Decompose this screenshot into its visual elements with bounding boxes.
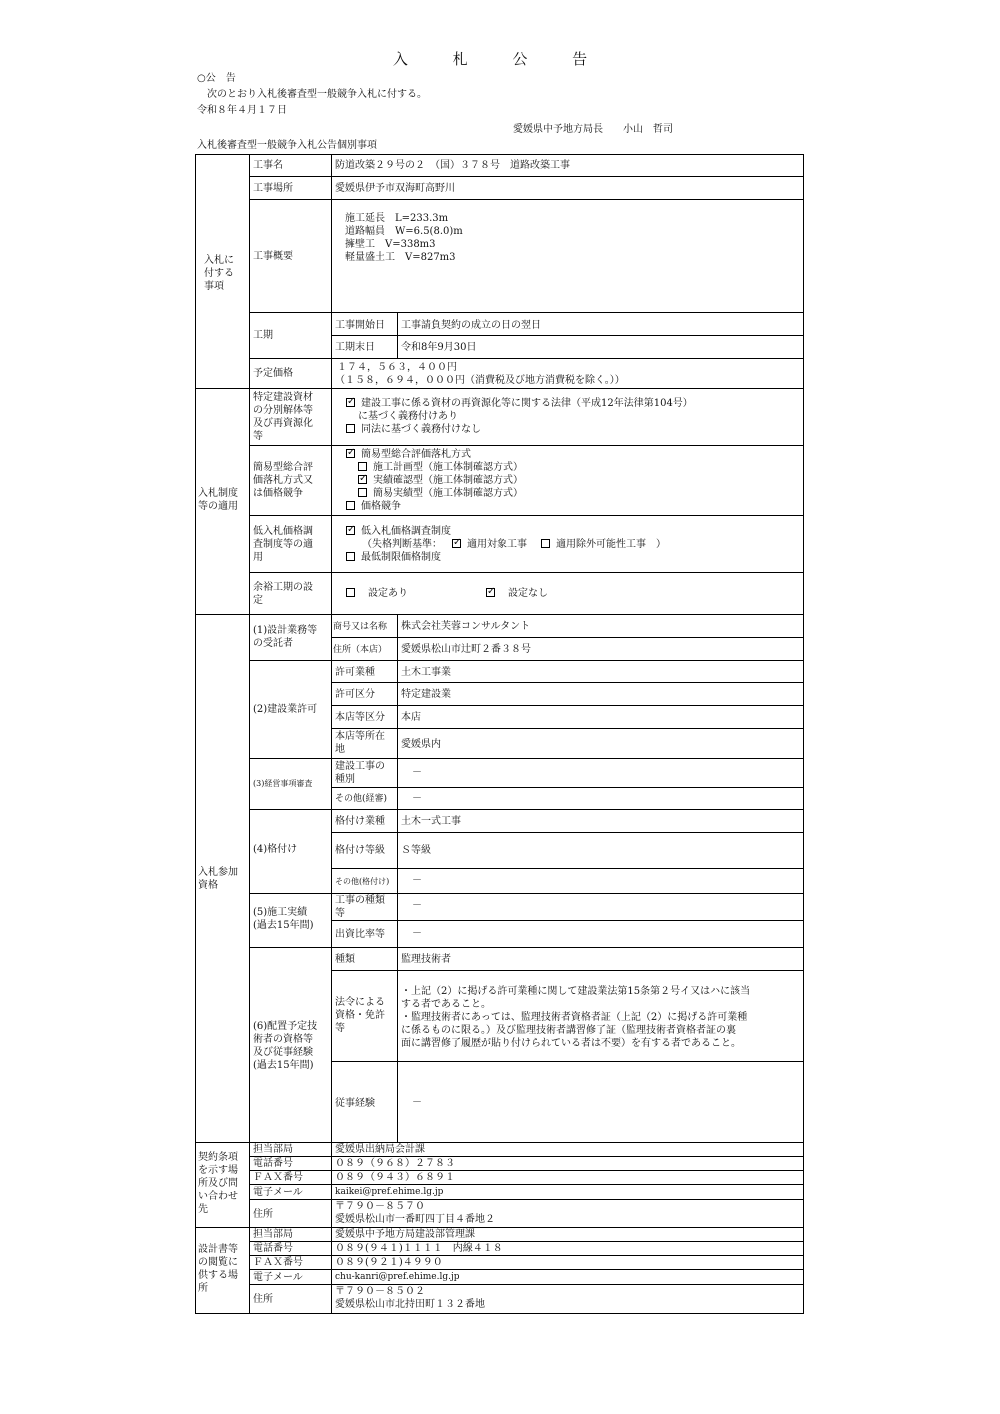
sec4-addr-label: 住所 — [253, 1209, 273, 1220]
eval-opt1b: ✓実績確認型（施工体制確認方式） — [358, 474, 523, 487]
r2-d-label: 本店等所在 地 — [335, 731, 385, 755]
r4-b: Ｓ等級 — [401, 845, 431, 856]
checkbox-icon[interactable] — [346, 501, 355, 510]
r2-c: 本店 — [401, 712, 421, 723]
r6-label: (6)配置予定技 術者の資格等 及び従事経験 (過去15年間) — [253, 1021, 318, 1071]
sec4-fax-label: ＦＡＸ番号 — [253, 1172, 303, 1183]
r3-a: － — [412, 767, 422, 778]
slack-opt2: ✓ 設定なし — [486, 587, 548, 600]
checkbox-icon[interactable] — [346, 552, 355, 561]
r1-name-label: 商号又は名称 — [333, 622, 388, 632]
r5-b-label: 出資比率等 — [335, 929, 385, 940]
sec4-fax: ０８９（９４３）６８９１ — [335, 1172, 455, 1183]
checkbox-icon[interactable] — [541, 539, 550, 548]
overview-label: 工事概要 — [253, 251, 293, 262]
r4-a: 土木一式工事 — [401, 816, 461, 827]
r3-b-label: その他(経審) — [335, 794, 388, 804]
sec4-dept-label: 担当部局 — [253, 1144, 293, 1155]
r3-label: (3)経営事項審査 — [253, 779, 313, 788]
location: 愛媛県伊予市双海町高野川 — [335, 183, 455, 194]
sec5-dept-label: 担当部局 — [253, 1229, 293, 1240]
r5-a: － — [412, 900, 422, 911]
eval-label: 簡易型総合評 価落札方式又 は価格競争 — [253, 462, 313, 499]
r6-c: － — [412, 1097, 422, 1108]
sec4-dept: 愛媛県出納局会計課 — [335, 1144, 425, 1155]
sec5-tel-label: 電話番号 — [253, 1243, 293, 1254]
r2-label: (2)建設業許可 — [253, 704, 318, 715]
low-sub: （失格判断基準：✓ 適用対象工事 適用除外可能性工事 ） — [362, 538, 666, 551]
checkbox-icon[interactable] — [358, 488, 367, 497]
r4-b-label: 格付け等級 — [335, 845, 385, 856]
sec2-label: 入札制度 等の適用 — [198, 488, 238, 512]
sec5-tel: ０８９(９４１)１１１１ 内線４１８ — [335, 1243, 503, 1254]
sec4-label: 契約条項 を示す場 所及び問 い合わせ 先 — [198, 1152, 238, 1215]
r4-label: (4)格付け — [253, 844, 298, 855]
checkbox-icon[interactable] — [346, 588, 355, 597]
low-label: 低入札価格調 査制度等の適 用 — [253, 526, 313, 563]
price-line1: １７４，５６３，４００円 — [337, 362, 457, 373]
r6-b-label: 法令による 資格・免許 等 — [335, 997, 385, 1034]
sec5-dept: 愛媛県中予地方局建設部管理課 — [335, 1229, 475, 1240]
sec5-fax-label: ＦＡＸ番号 — [253, 1257, 303, 1268]
checkbox-checked-icon[interactable] — [346, 526, 355, 535]
r2-b: 特定建設業 — [401, 689, 451, 700]
intro-text: 次のとおり入札後審査型一般競争入札に付する。 — [207, 89, 427, 100]
sec5-fax: ０８９(９２１)４９９０ — [335, 1257, 443, 1268]
r6-a-label: 種類 — [335, 954, 355, 965]
period-label: 工期 — [253, 330, 273, 341]
sec3-label: 入札参加 資格 — [198, 867, 238, 891]
overview: 施工延長 L=233.3m 道路幅員 W=6.5(8.0)m 擁壁工 V=338m3 軽量盛土工 V=827m3 — [345, 213, 463, 263]
subtitle: 入札後審査型一般競争入札公告個別事項 — [197, 140, 377, 151]
eval-opt1: ✓簡易型総合評価落札方式 — [346, 448, 471, 461]
eval-opt1a: 施工計画型（施工体制確認方式） — [358, 461, 523, 474]
price-line2: （１５８，６９４，０００円（消費税及び地方消費税を除く。）） — [335, 375, 625, 386]
checkbox-icon[interactable] — [358, 462, 367, 471]
r2-b-label: 許可区分 — [335, 689, 375, 700]
checkbox-checked-icon[interactable] — [452, 539, 461, 548]
notice-date: 令和８年４月１７日 — [197, 105, 287, 116]
sec5-mail[interactable]: chu-kanri@pref.ehime.lg.jp — [335, 1272, 460, 1282]
checkbox-icon[interactable] — [346, 424, 355, 433]
r4-c: － — [412, 875, 422, 886]
r4-a-label: 格付け業種 — [335, 816, 385, 827]
r4-c-label: その他(格付け) — [335, 877, 390, 886]
r1-name: 株式会社芙蓉コンサルタント — [401, 621, 531, 632]
r1-addr: 愛媛県松山市辻町２番３８号 — [401, 644, 531, 655]
r3-b: － — [412, 793, 422, 804]
work-name-label: 工事名 — [253, 160, 283, 171]
r6-c-label: 従事経験 — [335, 1098, 375, 1109]
sec4-mail[interactable]: kaikei@pref.ehime.lg.jp — [335, 1187, 444, 1197]
checkbox-checked-icon[interactable] — [346, 449, 355, 458]
r1-label: (1)設計業務等 の受託者 — [253, 625, 318, 649]
end-label: 工期末日 — [335, 342, 375, 353]
r6-a: 監理技術者 — [401, 954, 451, 965]
recycle-label: 特定建設資材 の分別解体等 及び再資源化 等 — [253, 392, 313, 442]
sec4-mail-label: 電子メール — [253, 1187, 303, 1198]
r1-addr-label: 住所（本店） — [333, 645, 388, 655]
r5-b: － — [412, 928, 422, 939]
sec5-addr-label: 住所 — [253, 1294, 273, 1305]
r6-b: ・上記（2）に掲げる許可業種に関して建設業法第15条第２号イ又はハに該当 する者であること。 ・監理技術者にあっては、監理技術者資格者証（上記（2）に掲げる許可業種 に係るものに限る。）及び監理技術者講習修了証（監理技術者資格者証の裏 面に講習修了履歴が貼り付けられている者は不要）を有する者であること。 — [401, 986, 751, 1049]
sec5-label: 設計書等 の閲覧に 供する場 所 — [198, 1244, 238, 1294]
sec5-addr: 〒７９０－８５０２ 愛媛県松山市北持田町１３２番地 — [335, 1286, 485, 1310]
sec5-mail-label: 電子メール — [253, 1272, 303, 1283]
r2-a: 土木工事業 — [401, 667, 451, 678]
notice-label: ○公 告 — [197, 73, 236, 84]
low-opt1: ✓低入札価格調査制度 — [346, 525, 451, 538]
sec4-addr: 〒７９０－８５７０ 愛媛県松山市一番町四丁目４番地２ — [335, 1201, 495, 1225]
recycle-opt1: ✓建設工事に係る資材の再資源化等に関する法律（平成12年法律第104号） — [346, 397, 693, 410]
issuer: 愛媛県中予地方局長 小山 哲司 — [513, 124, 673, 135]
checkbox-checked-icon[interactable] — [346, 398, 355, 407]
eval-opt2: 価格競争 — [346, 500, 401, 513]
checkbox-checked-icon[interactable] — [358, 475, 367, 484]
sec4-tel: ０８９（９６８）２７８３ — [335, 1158, 455, 1169]
checkbox-checked-icon[interactable] — [486, 588, 495, 597]
r2-d: 愛媛県内 — [401, 739, 441, 750]
low-opt2: 最低制限価格制度 — [346, 551, 441, 564]
r2-c-label: 本店等区分 — [335, 712, 385, 723]
sec1-label: 入札に 付する 事項 — [204, 255, 234, 292]
work-name: 防道改築２９号の２ （国）３７８号 道路改築工事 — [335, 160, 570, 171]
r3-a-label: 建設工事の 種別 — [335, 761, 385, 785]
r2-a-label: 許可業種 — [335, 667, 375, 678]
location-label: 工事場所 — [253, 183, 293, 194]
start-label: 工事開始日 — [335, 320, 385, 331]
eval-opt1c: 簡易実績型（施工体制確認方式） — [358, 487, 523, 500]
end-value: 令和8年9月30日 — [401, 342, 477, 353]
page-title: 入 札 公 告 — [392, 50, 608, 68]
sec4-tel-label: 電話番号 — [253, 1158, 293, 1169]
slack-label: 余裕工期の設 定 — [253, 582, 313, 606]
recycle-opt2: 同法に基づく義務付けなし — [346, 423, 481, 436]
slack-opt1: 設定あり — [346, 587, 408, 600]
r5-label: (5)施工実績 (過去15年間) — [253, 907, 314, 931]
price-label: 予定価格 — [253, 368, 293, 379]
recycle-opt1b: に基づく義務付けあり — [358, 411, 458, 422]
r5-a-label: 工事の種類 等 — [335, 895, 385, 919]
start-value: 工事請負契約の成立の日の翌日 — [401, 320, 541, 331]
